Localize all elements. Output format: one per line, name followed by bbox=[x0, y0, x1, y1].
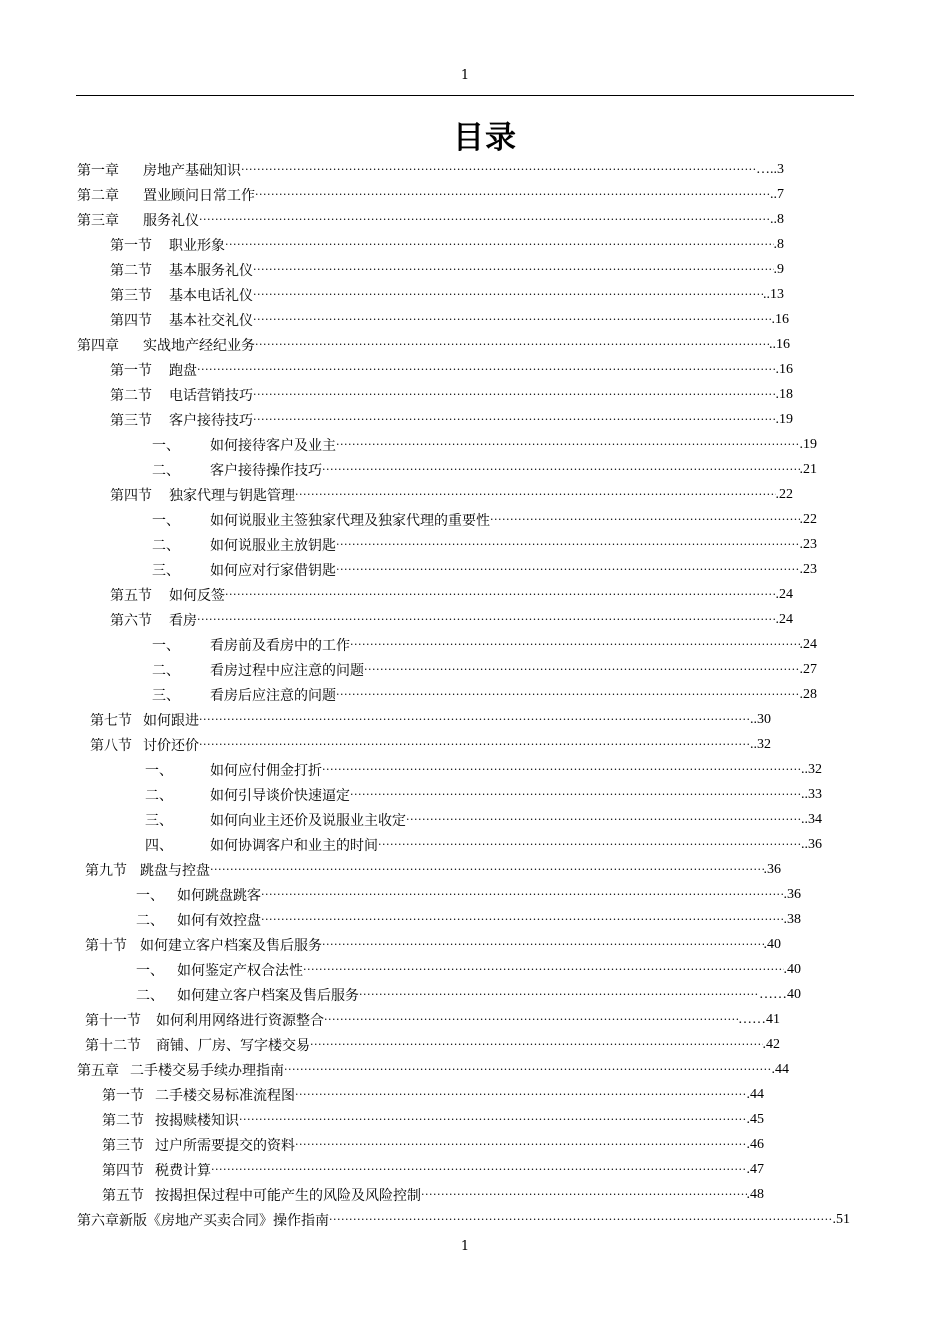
toc-entry-number: 一、 bbox=[152, 637, 180, 654]
toc-entry-page: .44 bbox=[771, 1061, 789, 1077]
toc-entry-number: 三、 bbox=[145, 812, 173, 829]
toc-leader bbox=[239, 1107, 747, 1132]
toc-entry-page: .24 bbox=[775, 611, 793, 627]
toc-entry-text: 税费计算 bbox=[155, 1162, 211, 1179]
toc-entry-number: 第六节 bbox=[110, 612, 152, 629]
toc-entry-page: .16 bbox=[771, 311, 789, 327]
toc-entry-page: ..16 bbox=[769, 336, 790, 352]
toc-leader bbox=[421, 1182, 747, 1207]
toc-entry[interactable] bbox=[85, 857, 781, 882]
toc-entry[interactable] bbox=[102, 1082, 764, 1107]
toc-entry-number: 第十二节 bbox=[85, 1037, 141, 1054]
toc-entry[interactable] bbox=[102, 1182, 764, 1207]
toc-entry-page: .46 bbox=[746, 1136, 764, 1152]
toc-entry-text: 看房 bbox=[169, 612, 197, 629]
toc-leader bbox=[364, 657, 800, 682]
toc-entry-page: .27 bbox=[799, 661, 817, 677]
toc-entry[interactable] bbox=[110, 282, 784, 307]
toc-entry-text: 商铺、厂房、写字楼交易 bbox=[156, 1037, 310, 1054]
toc-entry-text: 置业顾问日常工作 bbox=[143, 187, 255, 204]
toc-entry[interactable] bbox=[77, 332, 790, 357]
toc-leader bbox=[350, 632, 800, 657]
toc-entry-number: 三、 bbox=[152, 687, 180, 704]
toc-entry[interactable] bbox=[110, 307, 789, 332]
toc-entry-text: 如何应付佣金打折 bbox=[210, 762, 322, 779]
toc-entry-number: 二、 bbox=[145, 787, 173, 804]
toc-leader bbox=[253, 257, 774, 282]
toc-leader bbox=[255, 182, 770, 207]
toc-entry[interactable] bbox=[85, 1032, 780, 1057]
toc-entry-page: ..7 bbox=[770, 186, 784, 202]
toc-entry[interactable] bbox=[136, 907, 801, 932]
toc-entry-page: .23 bbox=[799, 561, 817, 577]
toc-leader bbox=[253, 282, 763, 307]
toc-entry-page: ……40 bbox=[759, 986, 801, 1002]
toc-entry-page: .28 bbox=[799, 686, 817, 702]
toc-entry[interactable] bbox=[152, 457, 817, 482]
toc-entry-text: 如何接待客户及业主 bbox=[210, 437, 336, 454]
toc-leader bbox=[336, 557, 800, 582]
toc-leader bbox=[253, 407, 776, 432]
toc-entry-page: .44 bbox=[746, 1086, 764, 1102]
toc-entry-page: ..32 bbox=[750, 736, 771, 752]
toc-entry[interactable] bbox=[152, 682, 817, 707]
toc-entry-text: 如何说服业主放钥匙 bbox=[210, 537, 336, 554]
toc-leader bbox=[261, 907, 784, 932]
toc-entry-text: 二手楼交易标准流程图 bbox=[155, 1087, 295, 1104]
toc-entry-number: 第一章 bbox=[77, 162, 119, 179]
toc-entry-page: .24 bbox=[799, 636, 817, 652]
toc-entry[interactable] bbox=[152, 657, 817, 682]
toc-entry-text: 基本电话礼仪 bbox=[169, 287, 253, 304]
toc-entry-page: ..32 bbox=[801, 761, 822, 777]
toc-entry-page: ..36 bbox=[801, 836, 822, 852]
toc-entry-text: 如何应对行家借钥匙 bbox=[210, 562, 336, 579]
toc-entry-number: 第十一节 bbox=[85, 1012, 141, 1029]
toc-entry-page: .22 bbox=[799, 511, 817, 527]
toc-leader bbox=[261, 882, 784, 907]
toc-leader bbox=[295, 1082, 747, 1107]
toc-entry-text: 如何利用网络进行资源整合 bbox=[156, 1012, 324, 1029]
toc-entry[interactable] bbox=[77, 1207, 850, 1232]
toc-entry-number: 第三节 bbox=[110, 287, 152, 304]
toc-entry-page: .19 bbox=[775, 411, 793, 427]
toc-entry-page: .47 bbox=[746, 1161, 764, 1177]
toc-entry-number: 第六章新版 bbox=[77, 1212, 147, 1229]
toc-leader bbox=[253, 382, 776, 407]
toc-entry-page: .42 bbox=[762, 1036, 780, 1052]
toc-entry-number: 一、 bbox=[152, 512, 180, 529]
toc-entry-text: 如何协调客户和业主的时间 bbox=[210, 837, 378, 854]
toc-leader bbox=[295, 1132, 747, 1157]
toc-entry-page: ..8 bbox=[770, 211, 784, 227]
toc-entry-number: 第二章 bbox=[77, 187, 119, 204]
toc-leader bbox=[253, 307, 772, 332]
toc-entry-number: 第五章 bbox=[77, 1062, 119, 1079]
toc-entry[interactable] bbox=[145, 782, 822, 807]
toc-entry-page: .36 bbox=[763, 861, 781, 877]
toc-entry-text: 看房前及看房中的工作 bbox=[210, 637, 350, 654]
toc-entry-number: 第二节 bbox=[102, 1112, 144, 1129]
toc-entry-text: 电话营销技巧 bbox=[169, 387, 253, 404]
toc-entry[interactable] bbox=[145, 757, 822, 782]
toc-entry-page: .45 bbox=[746, 1111, 764, 1127]
toc-entry-number: 四、 bbox=[145, 837, 173, 854]
toc-entry-number: 二、 bbox=[136, 987, 164, 1004]
toc-entry[interactable] bbox=[90, 732, 771, 757]
toc-entry-text: 看房后应注意的问题 bbox=[210, 687, 336, 704]
toc-leader bbox=[406, 807, 801, 832]
toc-leader bbox=[490, 507, 800, 532]
toc-entry-text: 如何反签 bbox=[169, 587, 225, 604]
toc-entry-text: 独家代理与钥匙管理 bbox=[169, 487, 295, 504]
toc-entry[interactable] bbox=[85, 932, 781, 957]
toc-entry-text: 如何建立客户档案及售后服务 bbox=[140, 937, 322, 954]
toc-entry-page: ..13 bbox=[763, 286, 784, 302]
toc-leader bbox=[211, 1157, 747, 1182]
toc-leader bbox=[359, 982, 759, 1007]
toc-leader bbox=[310, 1032, 763, 1057]
toc-entry[interactable] bbox=[145, 832, 822, 857]
toc-entry-page: .48 bbox=[746, 1186, 764, 1202]
toc-entry[interactable] bbox=[110, 482, 793, 507]
toc-entry[interactable] bbox=[136, 982, 801, 1007]
toc-entry[interactable] bbox=[77, 1057, 789, 1082]
toc-entry-number: 二、 bbox=[152, 537, 180, 554]
toc-entry-page: .40 bbox=[783, 961, 801, 977]
toc-entry[interactable] bbox=[77, 207, 784, 232]
toc-entry[interactable] bbox=[152, 557, 817, 582]
toc-entry-number: 第八节 bbox=[90, 737, 132, 754]
toc-entry-number: 第五节 bbox=[102, 1187, 144, 1204]
toc-entry[interactable] bbox=[110, 257, 784, 282]
toc-leader bbox=[197, 607, 776, 632]
toc-entry-number: 第四节 bbox=[102, 1162, 144, 1179]
toc-entry[interactable] bbox=[152, 507, 817, 532]
toc-entry-number: 第四节 bbox=[110, 312, 152, 329]
toc-leader bbox=[199, 207, 770, 232]
toc-entry-text: 跑盘 bbox=[169, 362, 197, 379]
toc-entry-page: .36 bbox=[783, 886, 801, 902]
toc-entry-page: .8 bbox=[773, 236, 784, 252]
toc-entry[interactable] bbox=[110, 607, 793, 632]
toc-entry[interactable] bbox=[110, 407, 793, 432]
toc-entry[interactable] bbox=[77, 157, 784, 182]
toc-entry-text: 如何说服业主签独家代理及独家代理的重要性 bbox=[210, 512, 490, 529]
toc-entry-number: 第二节 bbox=[110, 262, 152, 279]
toc-leader bbox=[378, 832, 801, 857]
toc-entry-number: 第五节 bbox=[110, 587, 152, 604]
toc-entry-page: .19 bbox=[799, 436, 817, 452]
toc-entry-text: 职业形象 bbox=[169, 237, 225, 254]
toc-entry[interactable] bbox=[90, 707, 771, 732]
toc-entry-text: 如何跟进 bbox=[143, 712, 199, 729]
toc-entry-number: 一、 bbox=[136, 962, 164, 979]
toc-entry-number: 第一节 bbox=[102, 1087, 144, 1104]
toc-entry-page: .24 bbox=[775, 586, 793, 602]
toc-leader bbox=[350, 782, 801, 807]
toc-entry-text: 如何鉴定产权合法性 bbox=[177, 962, 303, 979]
toc-entry[interactable] bbox=[152, 432, 817, 457]
toc-entry-page: .9 bbox=[773, 261, 784, 277]
toc-entry-page: ……41 bbox=[738, 1011, 780, 1027]
toc-entry-number: 第三节 bbox=[110, 412, 152, 429]
toc-entry-text: 实战地产经纪业务 bbox=[143, 337, 255, 354]
toc-leader bbox=[324, 1007, 738, 1032]
toc-leader bbox=[322, 757, 801, 782]
toc-entry-text: 客户接待技巧 bbox=[169, 412, 253, 429]
toc-entry-page: .18 bbox=[775, 386, 793, 402]
toc-entry-number: 一、 bbox=[152, 437, 180, 454]
toc-entry-text: 客户接待操作技巧 bbox=[210, 462, 322, 479]
toc-entry-number: 第三章 bbox=[77, 212, 119, 229]
toc-entry-page: .21 bbox=[799, 461, 817, 477]
toc-entry-number: 第九节 bbox=[85, 862, 127, 879]
toc-entry-page: .16 bbox=[775, 361, 793, 377]
toc-entry-number: 二、 bbox=[152, 662, 180, 679]
toc-entry-number: 三、 bbox=[152, 562, 180, 579]
toc-leader bbox=[336, 682, 800, 707]
toc-entry-text: 服务礼仪 bbox=[143, 212, 199, 229]
toc-entry[interactable] bbox=[110, 382, 793, 407]
toc-entry[interactable] bbox=[136, 957, 801, 982]
toc-leader bbox=[241, 157, 756, 182]
toc-entry-number: 二、 bbox=[152, 462, 180, 479]
toc-entry-number: 第二节 bbox=[110, 387, 152, 404]
toc-leader bbox=[322, 932, 764, 957]
toc-entry-page: .22 bbox=[775, 486, 793, 502]
toc-leader bbox=[284, 1057, 772, 1082]
toc-entry-number: 第十节 bbox=[85, 937, 127, 954]
toc-leader bbox=[199, 707, 750, 732]
toc-entry[interactable] bbox=[110, 582, 793, 607]
toc-entry-text: 按揭担保过程中可能产生的风险及风险控制 bbox=[155, 1187, 421, 1204]
toc-leader bbox=[322, 457, 800, 482]
toc-entry-text: 《房地产买卖合同》操作指南 bbox=[147, 1212, 329, 1229]
toc-leader bbox=[336, 532, 800, 557]
toc-entry-number: 第四节 bbox=[110, 487, 152, 504]
toc-entry-number: 一、 bbox=[136, 887, 164, 904]
toc-entry[interactable] bbox=[136, 882, 801, 907]
toc-entry-number: 一、 bbox=[145, 762, 173, 779]
toc-entry[interactable] bbox=[77, 182, 784, 207]
toc-entry-text: 过户所需要提交的资料 bbox=[155, 1137, 295, 1154]
toc-entry-text: 二手楼交易手续办理指南 bbox=[130, 1062, 284, 1079]
toc-entry-text: 如何引导谈价快速逼定 bbox=[210, 787, 350, 804]
toc-entry-number: 第七节 bbox=[90, 712, 132, 729]
toc-entry[interactable] bbox=[102, 1157, 764, 1182]
toc-entry-number: 第一节 bbox=[110, 362, 152, 379]
toc-entry[interactable] bbox=[102, 1132, 764, 1157]
toc-entry[interactable] bbox=[110, 357, 793, 382]
toc-leader bbox=[197, 357, 776, 382]
toc-entry-page: ..30 bbox=[750, 711, 771, 727]
toc-entry-text: 如何有效控盘 bbox=[177, 912, 261, 929]
toc-entry-number: 二、 bbox=[136, 912, 164, 929]
toc-entry-text: 如何建立客户档案及售后服务 bbox=[177, 987, 359, 1004]
toc-entry-text: 按揭赎楼知识 bbox=[155, 1112, 239, 1129]
toc-leader bbox=[303, 957, 784, 982]
toc-entry-page: .38 bbox=[783, 911, 801, 927]
toc-entry[interactable] bbox=[152, 532, 817, 557]
toc-title: 目录 bbox=[453, 120, 517, 156]
toc-entry-number: 第四章 bbox=[77, 337, 119, 354]
toc-leader bbox=[336, 432, 800, 457]
footer-page-number: 1 bbox=[460, 1239, 470, 1254]
toc-entry-number: 第三节 bbox=[102, 1137, 144, 1154]
toc-entry[interactable] bbox=[102, 1107, 764, 1132]
header-divider bbox=[76, 95, 854, 96]
toc-entry-text: 如何向业主还价及说服业主收定 bbox=[210, 812, 406, 829]
toc-leader bbox=[199, 732, 750, 757]
toc-entry-number: 第一节 bbox=[110, 237, 152, 254]
toc-leader bbox=[329, 1207, 833, 1232]
toc-entry-page: .51 bbox=[832, 1211, 850, 1227]
toc-leader bbox=[225, 232, 774, 257]
toc-entry-page: ..34 bbox=[801, 811, 822, 827]
toc-entry-page: .23 bbox=[799, 536, 817, 552]
toc-entry[interactable] bbox=[152, 632, 817, 657]
toc-entry-text: 看房过程中应注意的问题 bbox=[210, 662, 364, 679]
toc-entry[interactable] bbox=[145, 807, 822, 832]
toc-entry-text: 基本社交礼仪 bbox=[169, 312, 253, 329]
toc-entry-text: 房地产基础知识 bbox=[143, 162, 241, 179]
toc-entry-text: 基本服务礼仪 bbox=[169, 262, 253, 279]
toc-entry-text: 跳盘与控盘 bbox=[140, 862, 210, 879]
toc-leader bbox=[225, 582, 776, 607]
toc-entry-page: ..33 bbox=[801, 786, 822, 802]
toc-entry[interactable] bbox=[110, 232, 784, 257]
header-page-number: 1 bbox=[460, 68, 470, 83]
toc-entry-text: 如何跳盘跳客 bbox=[177, 887, 261, 904]
toc-entry[interactable] bbox=[85, 1007, 780, 1032]
toc-entry-page: .40 bbox=[763, 936, 781, 952]
toc-leader bbox=[295, 482, 776, 507]
toc-leader bbox=[255, 332, 769, 357]
toc-entry-text: 讨价还价 bbox=[143, 737, 199, 754]
toc-entry-page: …..3 bbox=[756, 161, 784, 177]
toc-leader bbox=[210, 857, 764, 882]
